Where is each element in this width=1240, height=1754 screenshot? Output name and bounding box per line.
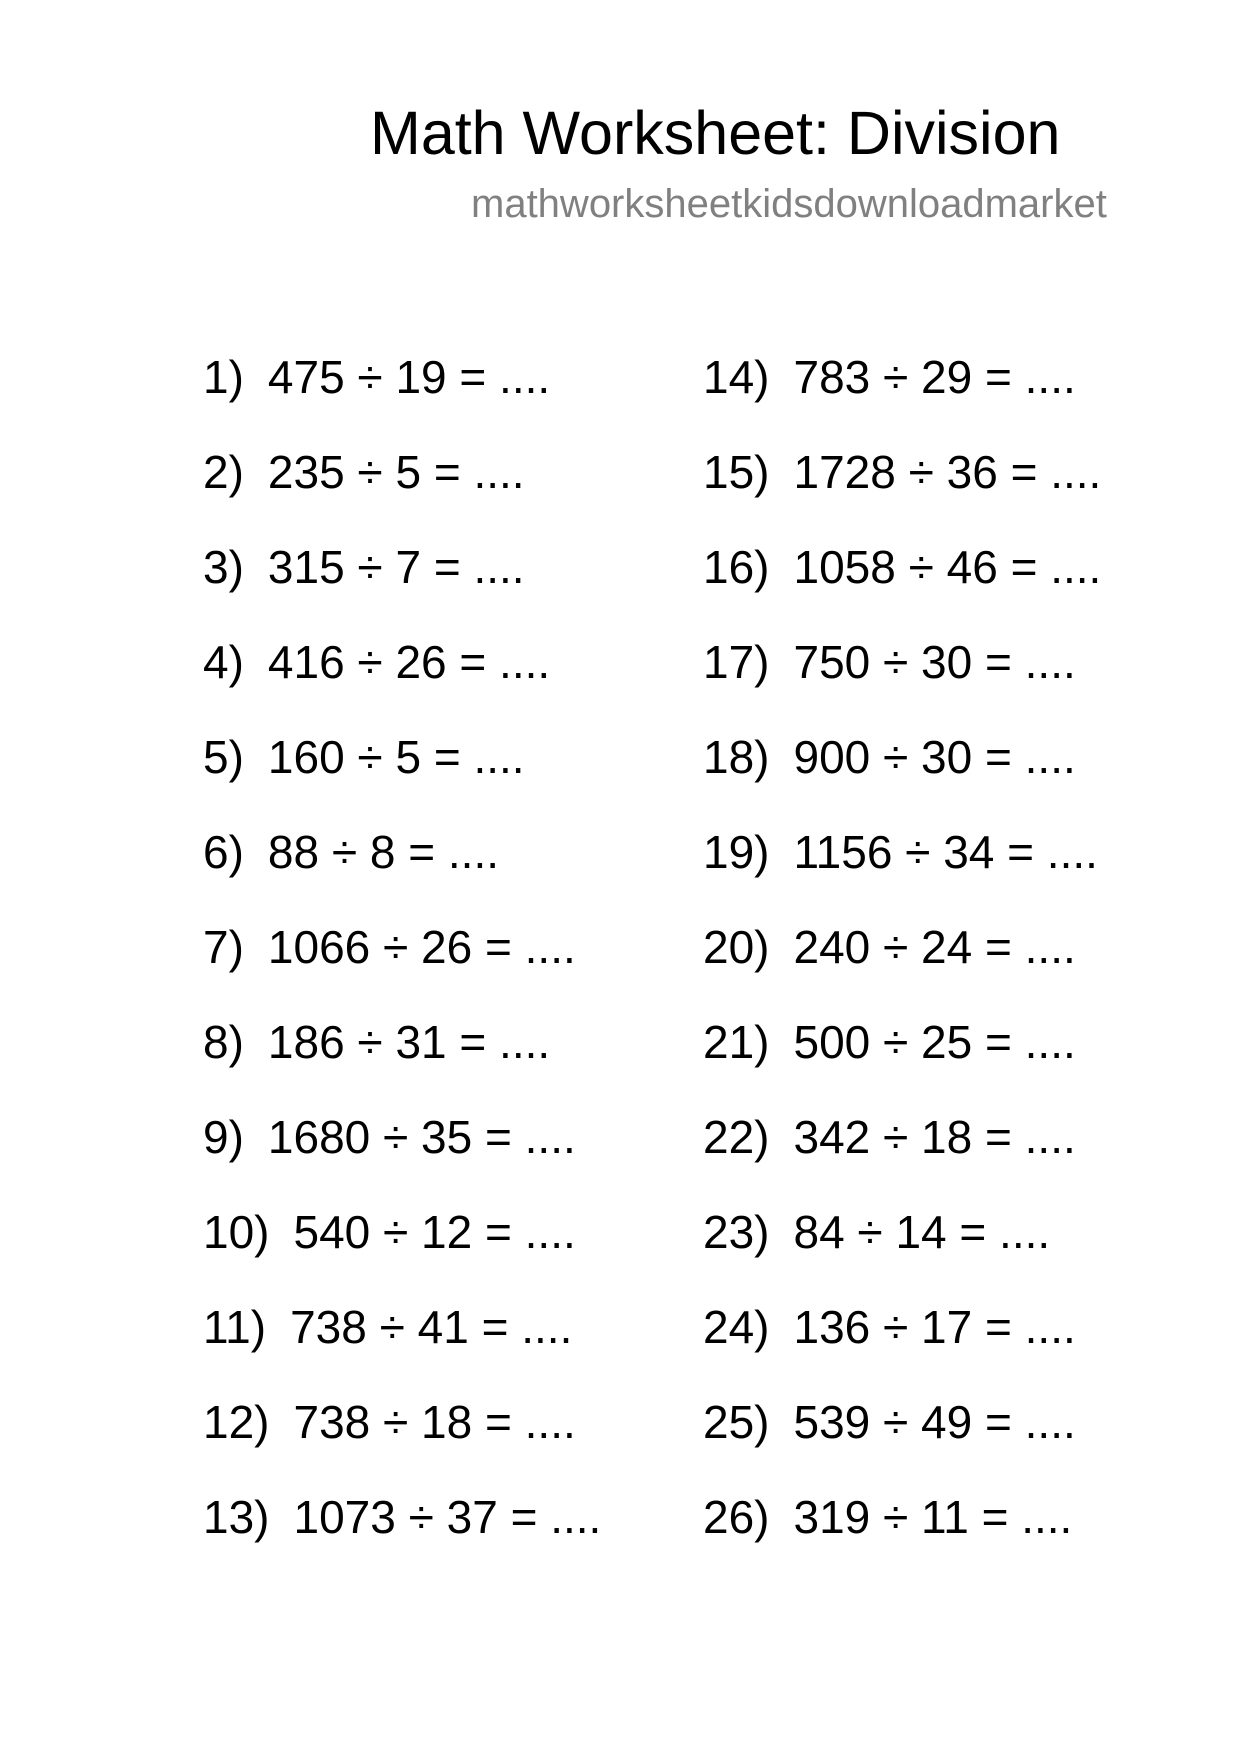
problem-number: 25) (703, 1396, 770, 1448)
problem-expression: 1156 ÷ 34 = .... (793, 826, 1098, 878)
problem-number: 26) (703, 1491, 770, 1543)
problem-number: 18) (703, 731, 770, 783)
problem-number: 12) (203, 1396, 270, 1448)
problem-expression: 315 ÷ 7 = .... (267, 541, 525, 593)
problem-expression: 750 ÷ 30 = .... (793, 636, 1076, 688)
problem-number: 13) (203, 1491, 270, 1543)
problem-expression: 1073 ÷ 37 = .... (293, 1491, 602, 1543)
problem-number: 3) (203, 541, 244, 593)
problem-number: 2) (203, 446, 244, 498)
problem-expression: 1728 ÷ 36 = .... (793, 446, 1102, 498)
problem-item (703, 1395, 1076, 1449)
problem-expression: 342 ÷ 18 = .... (793, 1111, 1076, 1163)
problem-expression: 186 ÷ 31 = .... (267, 1016, 551, 1068)
problem-item (203, 730, 525, 784)
problem-expression: 1066 ÷ 26 = .... (267, 921, 576, 973)
problem-number: 14) (703, 351, 770, 403)
problem-item (203, 635, 550, 689)
problem-expression: 900 ÷ 30 = .... (793, 731, 1076, 783)
problem-expression: 240 ÷ 24 = .... (793, 921, 1076, 973)
problem-expression: 783 ÷ 29 = .... (793, 351, 1076, 403)
problem-number: 19) (703, 826, 770, 878)
problem-number: 8) (203, 1016, 244, 1068)
problem-number: 16) (703, 541, 770, 593)
problem-item (203, 1300, 572, 1354)
problem-item (703, 1015, 1076, 1069)
problem-expression: 235 ÷ 5 = .... (267, 446, 525, 498)
problem-item (703, 1300, 1076, 1354)
problem-item (203, 1490, 601, 1544)
problem-item (703, 920, 1076, 974)
problem-expression: 738 ÷ 41 = .... (290, 1301, 573, 1353)
problem-expression: 540 ÷ 12 = .... (293, 1206, 576, 1258)
problem-number: 23) (703, 1206, 770, 1258)
problem-number: 1) (203, 351, 244, 403)
problem-item (703, 350, 1076, 404)
worksheet-title: Math Worksheet: Division (370, 99, 1061, 167)
problem-number: 15) (703, 446, 770, 498)
problem-number: 24) (703, 1301, 770, 1353)
problem-item (703, 1205, 1050, 1259)
problem-item (203, 825, 499, 879)
problem-item (203, 1395, 576, 1449)
problem-number: 21) (703, 1016, 770, 1068)
problem-number: 10) (203, 1206, 270, 1258)
problem-item (703, 730, 1076, 784)
problem-expression: 475 ÷ 19 = .... (267, 351, 551, 403)
problem-expression: 1680 ÷ 35 = .... (267, 1111, 576, 1163)
problem-expression: 539 ÷ 49 = .... (793, 1396, 1076, 1448)
problem-item (203, 1015, 550, 1069)
problem-item (703, 825, 1098, 879)
problem-item (203, 540, 525, 594)
problem-number: 5) (203, 731, 244, 783)
problem-item (703, 1110, 1076, 1164)
problem-number: 20) (703, 921, 770, 973)
problem-item (703, 635, 1076, 689)
problem-number: 9) (203, 1111, 244, 1163)
worksheet-source-watermark: mathworksheetkidsdownloadmarket (471, 182, 1107, 226)
problem-number: 7) (203, 921, 244, 973)
problem-item (203, 350, 550, 404)
problem-item (703, 445, 1101, 499)
problem-expression: 738 ÷ 18 = .... (293, 1396, 576, 1448)
problem-item (203, 920, 576, 974)
problem-number: 17) (703, 636, 770, 688)
problem-item (203, 1110, 576, 1164)
problem-number: 6) (203, 826, 244, 878)
problem-expression: 88 ÷ 8 = .... (267, 826, 500, 878)
problem-item (203, 1205, 576, 1259)
problem-expression: 1058 ÷ 46 = .... (793, 541, 1102, 593)
problem-number: 22) (703, 1111, 770, 1163)
problem-expression: 160 ÷ 5 = .... (267, 731, 525, 783)
problem-number: 11) (203, 1301, 267, 1353)
problem-expression: 319 ÷ 11 = .... (793, 1491, 1073, 1543)
problem-item (703, 1490, 1072, 1544)
problem-expression: 136 ÷ 17 = .... (793, 1301, 1076, 1353)
problem-expression: 84 ÷ 14 = .... (793, 1206, 1051, 1258)
problem-expression: 416 ÷ 26 = .... (267, 636, 551, 688)
problem-expression: 500 ÷ 25 = .... (793, 1016, 1076, 1068)
problem-item (703, 540, 1101, 594)
problem-item (203, 445, 525, 499)
problem-number: 4) (203, 636, 244, 688)
